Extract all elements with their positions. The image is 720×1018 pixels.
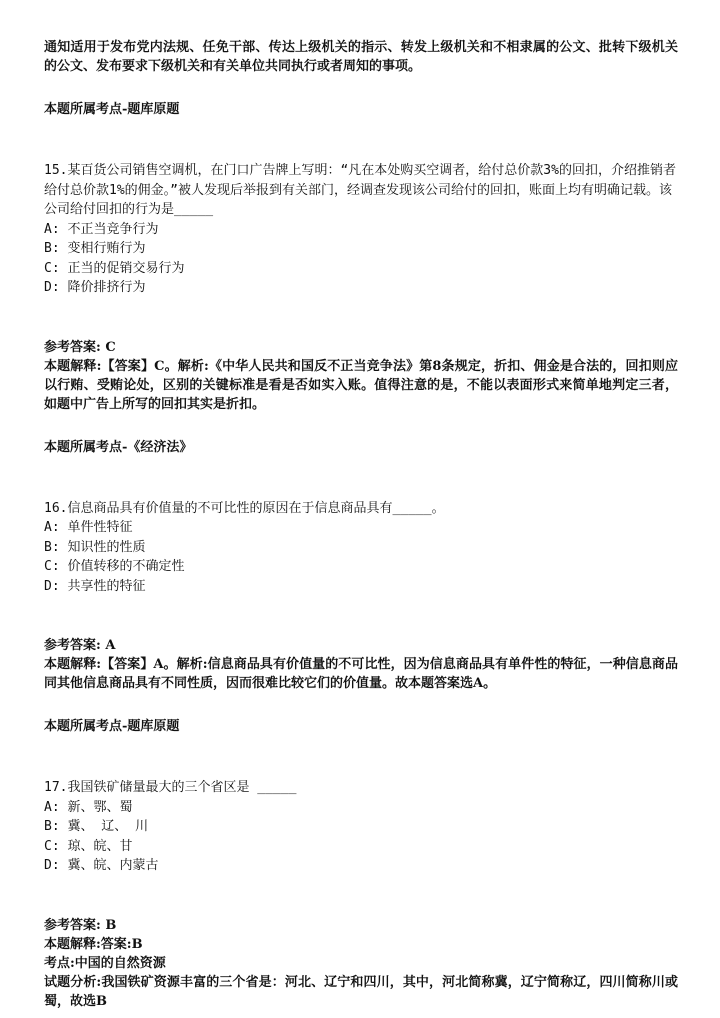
intro-paragraph: 通知适用于发布党内法规、任免干部、传达上级机关的指示、转发上级机关和不相隶属的公文、批转下级机关的公文、发布要求下级机关和有关单位共同执行或者周知的事项。 bbox=[44, 40, 678, 74]
kaodian: 考点:中国的自然资源 bbox=[44, 955, 166, 971]
option-b: B: 知识性的性质 bbox=[44, 539, 146, 555]
option-a: A: 新、鄂、蜀 bbox=[44, 799, 133, 815]
option-c: C: 琼、皖、甘 bbox=[44, 838, 133, 854]
question-stem: 15.某百货公司销售空调机，在门口广告牌上写明：“凡在本处购买空调者，给付总价款3%的回扣，介绍推销者给付总价款1%的佣金。”被人发现后举报到有关部门，经调查发现该公司给付的回扣，账面上均有明确记载。该公司给付回扣的行为是_____ bbox=[44, 163, 676, 217]
analysis: 试题分析:我国铁矿资源丰富的三个省是：河北、辽宁和四川，其中，河北简称冀，辽宁简称辽，四川简称川或蜀，故选B bbox=[44, 974, 678, 1009]
document-page bbox=[44, 38, 678, 1011]
question-stem: 16.信息商品具有价值量的不可比性的原因在于信息商品具有_____。 bbox=[44, 500, 445, 516]
kaodian: 本题所属考点-《经济法》 bbox=[44, 439, 193, 455]
answer: 参考答案: B bbox=[44, 917, 117, 933]
jieshi: 本题解释:答案:B bbox=[44, 936, 143, 952]
option-c: C: 价值转移的不确定性 bbox=[44, 559, 185, 574]
intro-kaodian: 本题所属考点-题库原题 bbox=[44, 102, 180, 117]
option-a: A: 单件性特征 bbox=[44, 520, 133, 535]
analysis: 本题解释:【答案】A。解析:信息商品具有价值量的不可比性，因为信息商品具有单件性的特征，一种信息商品同其他信息商品具有不同性质，因而很难比较它们的价值量。故本题答案选A。 bbox=[44, 657, 678, 691]
answer: 参考答案: C bbox=[44, 339, 116, 355]
option-d: D: 冀、皖、内蒙古 bbox=[44, 858, 159, 873]
analysis: 本题解释:【答案】C。解析:《中华人民共和国反不正当竞争法》第8条规定，折扣、佣金是合法的，回扣则应以行贿、受贿论处，区别的关键标准是看是否如实入账。值得注意的是，不能以表面形式来简单地判定三者，如题中广告上所写的回扣其实是折扣。 bbox=[44, 358, 678, 412]
question-15 bbox=[44, 161, 678, 457]
question-stem: 17.我国铁矿储量最大的三个省区是 _____ bbox=[44, 780, 297, 795]
option-b: B: 冀、 辽、 川 bbox=[44, 819, 149, 834]
question-16 bbox=[44, 499, 678, 737]
option-c: C: 正当的促销交易行为 bbox=[44, 260, 185, 276]
question-17 bbox=[44, 778, 678, 1011]
kaodian: 本题所属考点-题库原题 bbox=[44, 719, 180, 734]
option-d: D: 共享性的特征 bbox=[44, 578, 146, 594]
option-d: D: 降价排挤行为 bbox=[44, 280, 146, 295]
option-a: A: 不正当竞争行为 bbox=[44, 221, 159, 237]
answer: 参考答案: A bbox=[44, 638, 116, 653]
option-b: B: 变相行贿行为 bbox=[44, 241, 146, 256]
